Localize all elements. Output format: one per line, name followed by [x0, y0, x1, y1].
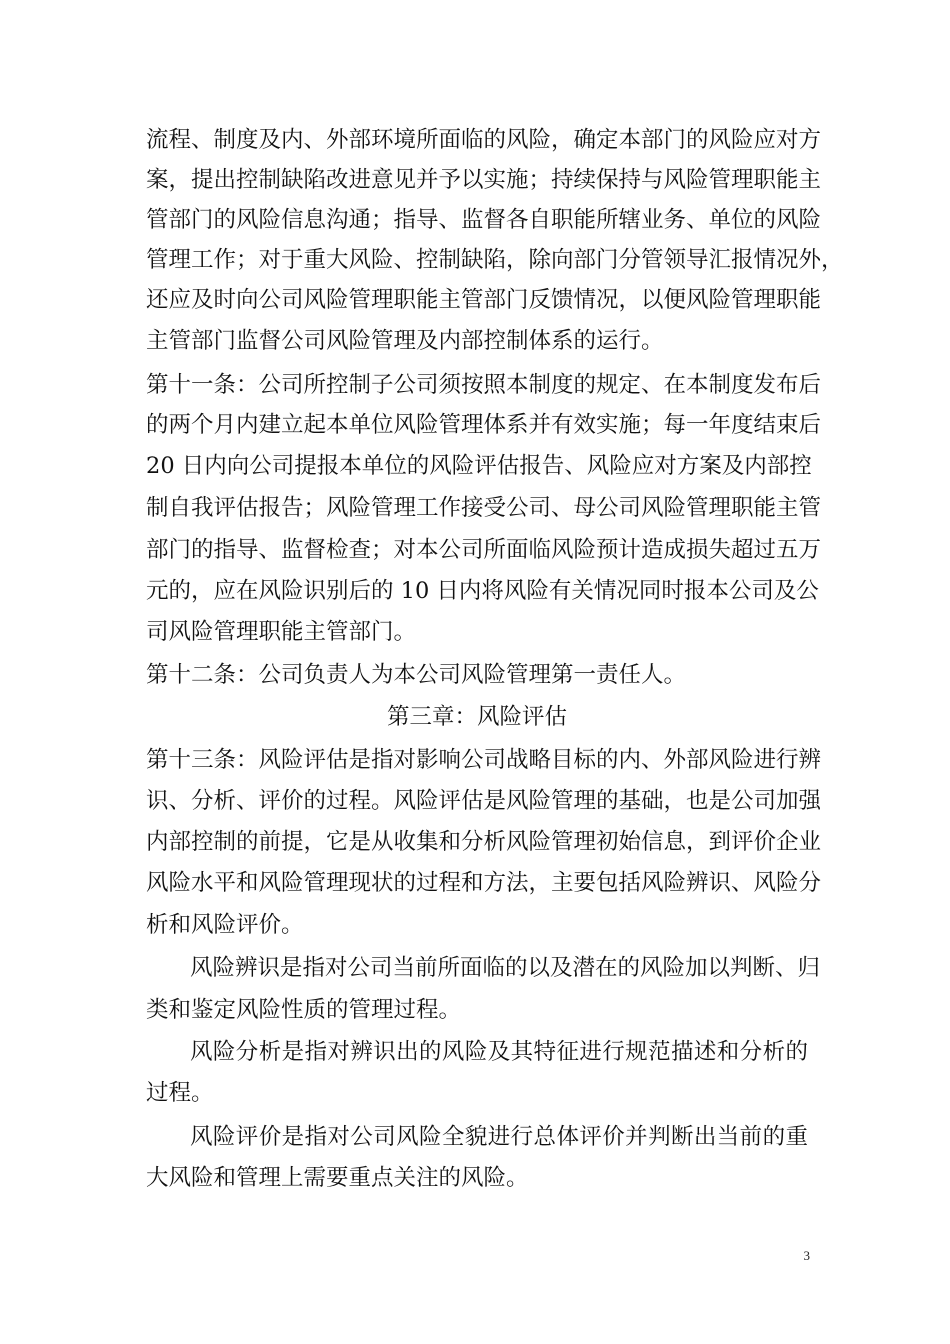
article-13-line: 析和风险评价。 [146, 912, 304, 938]
page-number: 3 [803, 1248, 810, 1263]
article-13-line: 内部控制的前提，它是从收集和分析风险管理初始信息，到评价企业 [146, 829, 822, 855]
article-12-line: 第十二条：公司负责人为本公司风险管理第一责任人。 [146, 662, 687, 688]
evaluation-line: 大风险和管理上需要重点关注的风险。 [146, 1165, 529, 1191]
evaluation-line: 风险评价是指对公司风险全貌进行总体评价并判断出当前的重 [190, 1124, 808, 1150]
article-11-line: 20 日内向公司提报本单位的风险评估报告、风险应对方案及内部控 [146, 453, 812, 479]
article-13-line: 识、分析、评价的过程。风险评估是风险管理的基础，也是公司加强 [146, 788, 822, 814]
text-line: 还应及时向公司风险管理职能主管部门反馈情况，以便风险管理职能 [146, 287, 822, 313]
article-11-line: 司风险管理职能主管部门。 [146, 619, 417, 645]
text-line: 管部门的风险信息沟通；指导、监督各自职能所辖业务、单位的风险 [146, 207, 822, 233]
article-11-line: 的两个月内建立起本单位风险管理体系并有效实施；每一年度结束后 [146, 412, 822, 438]
identification-line: 风险辨识是指对公司当前所面临的以及潜在的风险加以判断、归 [190, 955, 821, 981]
text-line: 管理工作；对于重大风险、控制缺陷，除向部门分管领导汇报情况外， [146, 247, 844, 273]
article-11-line: 部门的指导、监督检查；对本公司所面临风险预计造成损失超过五万 [146, 537, 822, 563]
text-line: 流程、制度及内、外部环境所面临的风险，确定本部门的风险应对方 [146, 127, 822, 153]
article-13-line: 风险水平和风险管理现状的过程和方法，主要包括风险辨识、风险分 [146, 870, 822, 896]
analysis-line: 过程。 [146, 1080, 214, 1106]
article-11-line: 元的，应在风险识别后的 10 日内将风险有关情况同时报本公司及公 [146, 578, 819, 604]
text-line: 案，提出控制缺陷改进意见并予以实施；持续保持与风险管理职能主 [146, 167, 822, 193]
article-11-line: 第十一条：公司所控制子公司须按照本制度的规定、在本制度发布后 [146, 372, 822, 398]
identification-line: 类和鉴定风险性质的管理过程。 [146, 997, 462, 1023]
chapter-heading: 第三章：风险评估 [386, 704, 567, 730]
article-11-line: 制自我评估报告；风险管理工作接受公司、母公司风险管理职能主管 [146, 495, 822, 521]
text-line: 主管部门监督公司风险管理及内部控制体系的运行。 [146, 328, 664, 354]
analysis-line: 风险分析是指对辨识出的风险及其特征进行规范描述和分析的 [190, 1039, 808, 1065]
article-13-line: 第十三条：风险评估是指对影响公司战略目标的内、外部风险进行辨 [146, 747, 822, 773]
